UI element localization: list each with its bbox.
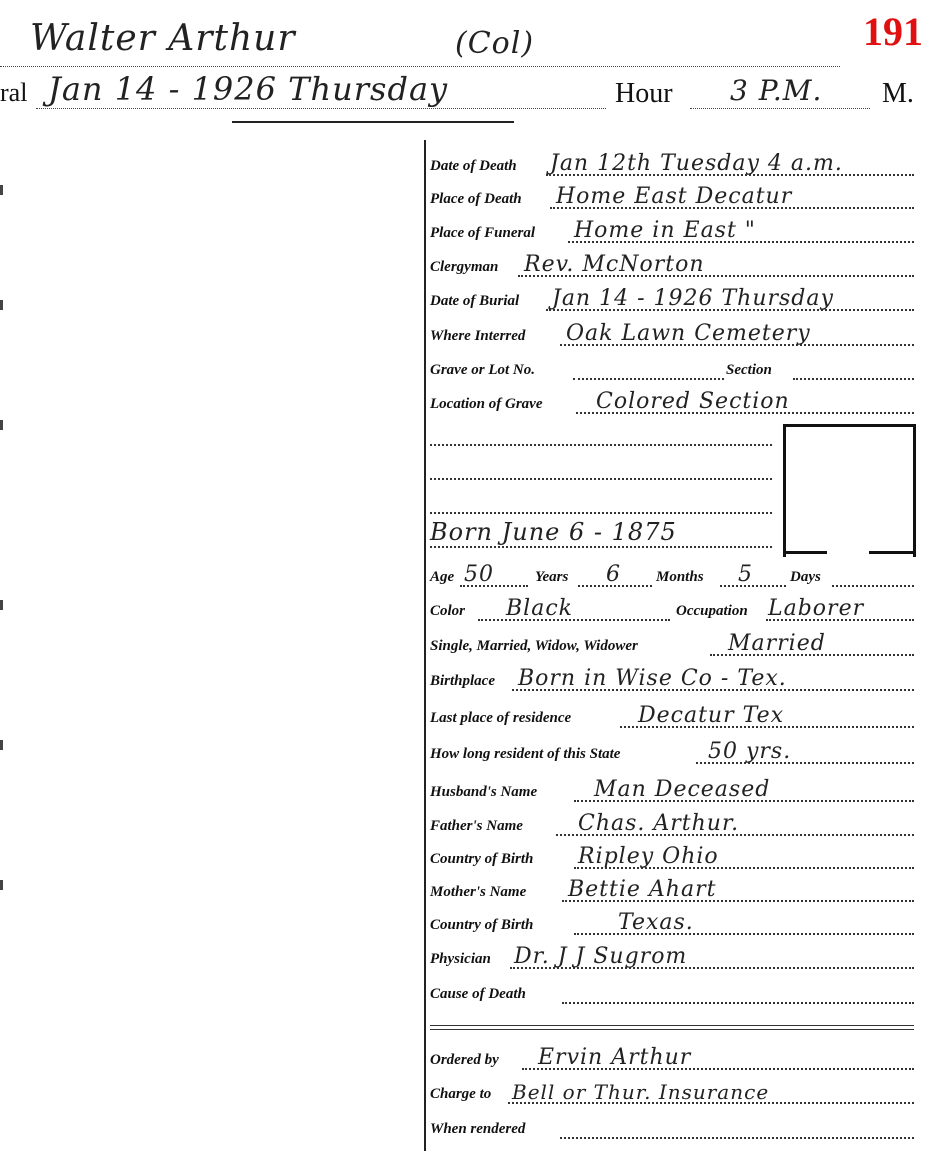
edge-mark	[0, 600, 3, 610]
occupation-value: Laborer	[768, 596, 865, 621]
name-note: (Col)	[455, 26, 535, 61]
hour-label: Hour	[615, 78, 673, 109]
field-value: 50 yrs.	[708, 739, 792, 764]
divider-rule	[430, 1029, 914, 1030]
field-place-of-death	[428, 185, 914, 211]
field-value: Ervin Arthur	[538, 1045, 692, 1070]
field-value: Colored Section	[596, 389, 790, 414]
record-number: 191	[863, 9, 923, 54]
months-label: Months	[656, 569, 704, 585]
days-label: Days	[790, 569, 821, 585]
field-mother-name	[428, 878, 914, 904]
field-line	[562, 1002, 914, 1004]
field-cause-of-death	[428, 980, 914, 1006]
field-value: Texas.	[618, 910, 694, 935]
field-ordered-by	[428, 1046, 914, 1072]
funeral-label-fragment: ral	[0, 78, 28, 107]
field-date-of-death	[428, 152, 914, 178]
field-value: Jan 14 - 1926 Thursday	[552, 286, 834, 311]
field-father-country-of-birth	[428, 845, 914, 871]
field-where-interred	[428, 322, 914, 348]
hour-value: 3 P.M.	[730, 74, 823, 107]
field-label: Ordered by	[430, 1052, 499, 1068]
field-husband-name	[428, 778, 914, 804]
section-line	[793, 378, 914, 380]
field-value: Jan 12th Tuesday 4 a.m.	[550, 151, 843, 176]
field-date-of-burial	[428, 287, 914, 313]
field-label: When rendered	[430, 1121, 526, 1137]
blank-line	[430, 512, 772, 514]
photo-box-corner	[869, 551, 913, 554]
years-label: Years	[535, 569, 569, 585]
edge-mark	[0, 420, 3, 430]
field-value: Married	[728, 631, 826, 656]
age-months-value: 6	[606, 562, 621, 587]
edge-mark	[0, 300, 3, 310]
field-label: Last place of residence	[430, 710, 572, 726]
field-line	[560, 1137, 914, 1139]
field-value: Bettie Ahart	[568, 877, 717, 902]
edge-mark	[0, 740, 3, 750]
field-label: Mother's Name	[430, 884, 527, 900]
field-value: Chas. Arthur.	[578, 811, 740, 836]
field-value: Man Deceased	[594, 777, 771, 802]
hour-suffix: M.	[882, 78, 914, 109]
age-years-value: 50	[464, 562, 494, 587]
field-value: Rev. McNorton	[524, 252, 705, 277]
field-value: Home in East "	[574, 218, 756, 243]
field-value: Oak Lawn Cemetery	[566, 321, 811, 346]
field-label: Place of Death	[430, 191, 522, 207]
field-label: Birthplace	[430, 673, 496, 689]
days-line	[720, 585, 786, 587]
field-label: Country of Birth	[430, 851, 534, 867]
age-label: Age	[430, 569, 455, 585]
field-label: Husband's Name	[430, 784, 538, 800]
field-label: Date of Burial	[430, 293, 520, 309]
field-label: Country of Birth	[430, 917, 534, 933]
born-line	[430, 546, 772, 548]
field-when-rendered	[428, 1115, 914, 1141]
field-label: Cause of Death	[430, 986, 526, 1002]
field-line	[573, 378, 724, 380]
field-label: Grave or Lot No.	[430, 362, 535, 378]
field-label: How long resident of this State	[430, 746, 621, 762]
field-label: Clergyman	[430, 259, 499, 275]
field-place-of-funeral	[428, 219, 914, 245]
field-location-of-grave	[428, 390, 914, 416]
field-color-occupation	[428, 597, 914, 623]
field-mother-country-of-birth	[428, 911, 914, 937]
field-value: Ripley Ohio	[578, 844, 719, 869]
hour-line	[690, 108, 870, 109]
field-marital-status	[428, 632, 914, 658]
field-value: Dr. J J Sugrom	[514, 944, 688, 969]
name-line	[0, 66, 840, 67]
field-value: Bell or Thur. Insurance	[512, 1080, 770, 1104]
edge-mark	[0, 880, 3, 890]
field-label: Date of Death	[430, 158, 517, 174]
field-label: Where Interred	[430, 328, 526, 344]
photo-box	[783, 424, 916, 557]
deceased-name: Walter Arthur	[30, 18, 296, 59]
color-label: Color	[430, 603, 466, 619]
field-birthplace	[428, 667, 914, 693]
photo-box-corner	[783, 551, 827, 554]
edge-mark	[0, 185, 3, 195]
field-label: Charge to	[430, 1086, 492, 1102]
field-clergyman	[428, 253, 914, 279]
occupation-label: Occupation	[676, 603, 748, 619]
funeral-line	[36, 108, 606, 109]
blank-line	[430, 444, 772, 446]
field-label: Single, Married, Widow, Widower	[430, 638, 638, 654]
born-value: Born June 6 - 1875	[430, 518, 677, 546]
field-value: Decatur Tex	[638, 703, 785, 728]
divider-rule	[430, 1025, 914, 1026]
field-charge-to	[428, 1080, 914, 1106]
field-value: Born in Wise Co - Tex.	[518, 666, 787, 691]
field-value: Home East Decatur	[556, 184, 793, 209]
funeral-date: Jan 14 - 1926 Thursday	[48, 70, 449, 108]
field-grave-lot	[428, 356, 914, 382]
field-label: Father's Name	[430, 818, 523, 834]
field-label: Place of Funeral	[430, 225, 535, 241]
form-left-rule	[424, 140, 426, 1151]
field-age	[428, 563, 914, 589]
field-residence-duration	[428, 740, 914, 766]
blank-line	[430, 478, 772, 480]
field-physician	[428, 945, 914, 971]
section-label: Section	[726, 362, 772, 378]
field-label: Physician	[430, 951, 491, 967]
funeral-underline	[232, 121, 514, 123]
field-last-residence	[428, 704, 914, 730]
field-label: Location of Grave	[430, 396, 543, 412]
field-father-name	[428, 812, 914, 838]
days-end-line	[832, 585, 914, 587]
age-days-value: 5	[738, 562, 753, 587]
color-value: Black	[506, 596, 573, 621]
